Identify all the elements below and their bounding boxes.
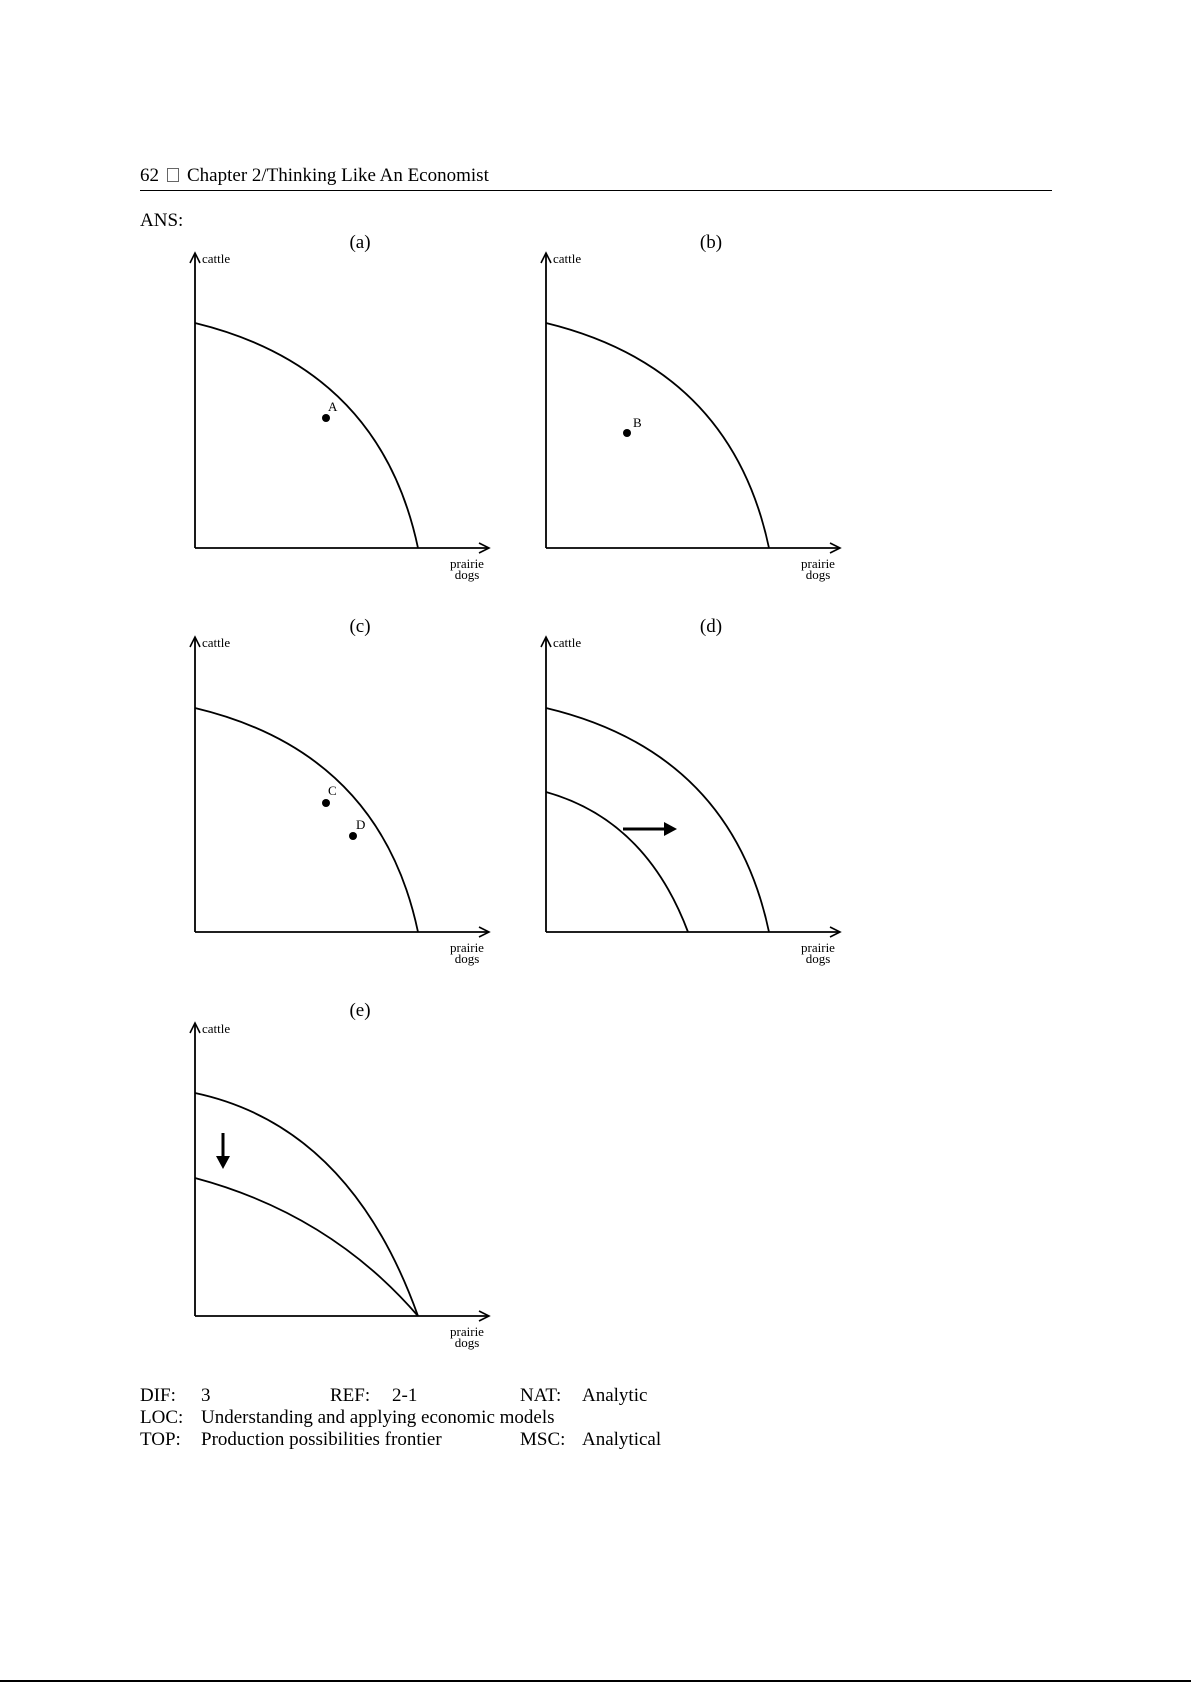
point-c <box>322 799 330 807</box>
ppf-curve-inner <box>195 1178 418 1316</box>
point-d-label: D <box>356 817 366 832</box>
ppf-curve <box>546 323 769 548</box>
x-axis-label-line2: dogs <box>805 951 831 966</box>
nat-value: Analytic <box>582 1385 648 1406</box>
y-axis-label: cattle <box>202 251 231 266</box>
nat-label: NAT: <box>520 1385 562 1406</box>
loc-value: Understanding and applying economic models <box>201 1407 555 1428</box>
panel-label: (d) <box>699 616 723 637</box>
y-axis-label: cattle <box>553 251 582 266</box>
ref-label: REF: <box>330 1385 371 1406</box>
x-axis-label-line2: dogs <box>454 567 480 582</box>
graph-a <box>150 228 510 588</box>
point-d <box>349 832 357 840</box>
x-axis-label-line2: dogs <box>454 1335 480 1350</box>
graph-c <box>150 612 510 972</box>
answer-label: ANS: <box>140 210 184 231</box>
page-number: 62 <box>140 165 159 186</box>
ppf-curve-outer <box>546 708 769 932</box>
top-label: TOP: <box>140 1429 181 1450</box>
graph-e <box>150 996 510 1356</box>
panel-label: (b) <box>699 232 723 253</box>
x-axis-label-line2: dogs <box>805 567 831 582</box>
point-b-label: B <box>633 415 642 430</box>
chapter-title: Chapter 2/Thinking Like An Economist <box>187 165 489 186</box>
loc-label: LOC: <box>140 1407 184 1428</box>
top-value: Production possibilities frontier <box>201 1429 442 1450</box>
arrow-right-icon <box>664 822 677 836</box>
ppf-curve <box>195 323 418 548</box>
y-axis-label: cattle <box>553 635 582 650</box>
x-axis-label-line1: prairie <box>801 556 835 571</box>
dif-value: 3 <box>201 1385 211 1406</box>
ppf-curve <box>195 708 418 932</box>
graph-d <box>501 612 861 972</box>
x-axis-label-line1: prairie <box>801 940 835 955</box>
y-axis-label: cattle <box>202 1021 231 1036</box>
graph-b <box>501 228 861 588</box>
point-c-label: C <box>328 783 337 798</box>
arrow-down-icon <box>216 1156 230 1169</box>
point-a <box>322 414 330 422</box>
msc-value: Analytical <box>582 1429 662 1450</box>
x-axis-label-line1: prairie <box>450 556 484 571</box>
y-axis-label: cattle <box>202 635 231 650</box>
scan-bottom-edge <box>0 1680 1191 1682</box>
panel-label: (a) <box>349 232 371 253</box>
placeholder-box-icon <box>167 168 179 182</box>
ppf-curve-outer <box>195 1093 418 1316</box>
ref-value: 2-1 <box>392 1385 418 1406</box>
point-a-label: A <box>328 399 338 414</box>
point-b <box>623 429 631 437</box>
x-axis-label-line1: prairie <box>450 1324 484 1339</box>
msc-label: MSC: <box>520 1429 566 1450</box>
panel-label: (e) <box>349 1000 371 1021</box>
x-axis-label-line1: prairie <box>450 940 484 955</box>
page-header <box>140 166 489 185</box>
header-rule <box>140 190 1052 191</box>
panel-label: (c) <box>349 616 371 637</box>
dif-label: DIF: <box>140 1385 176 1406</box>
x-axis-label-line2: dogs <box>454 951 480 966</box>
ppf-curve-inner <box>546 792 688 932</box>
